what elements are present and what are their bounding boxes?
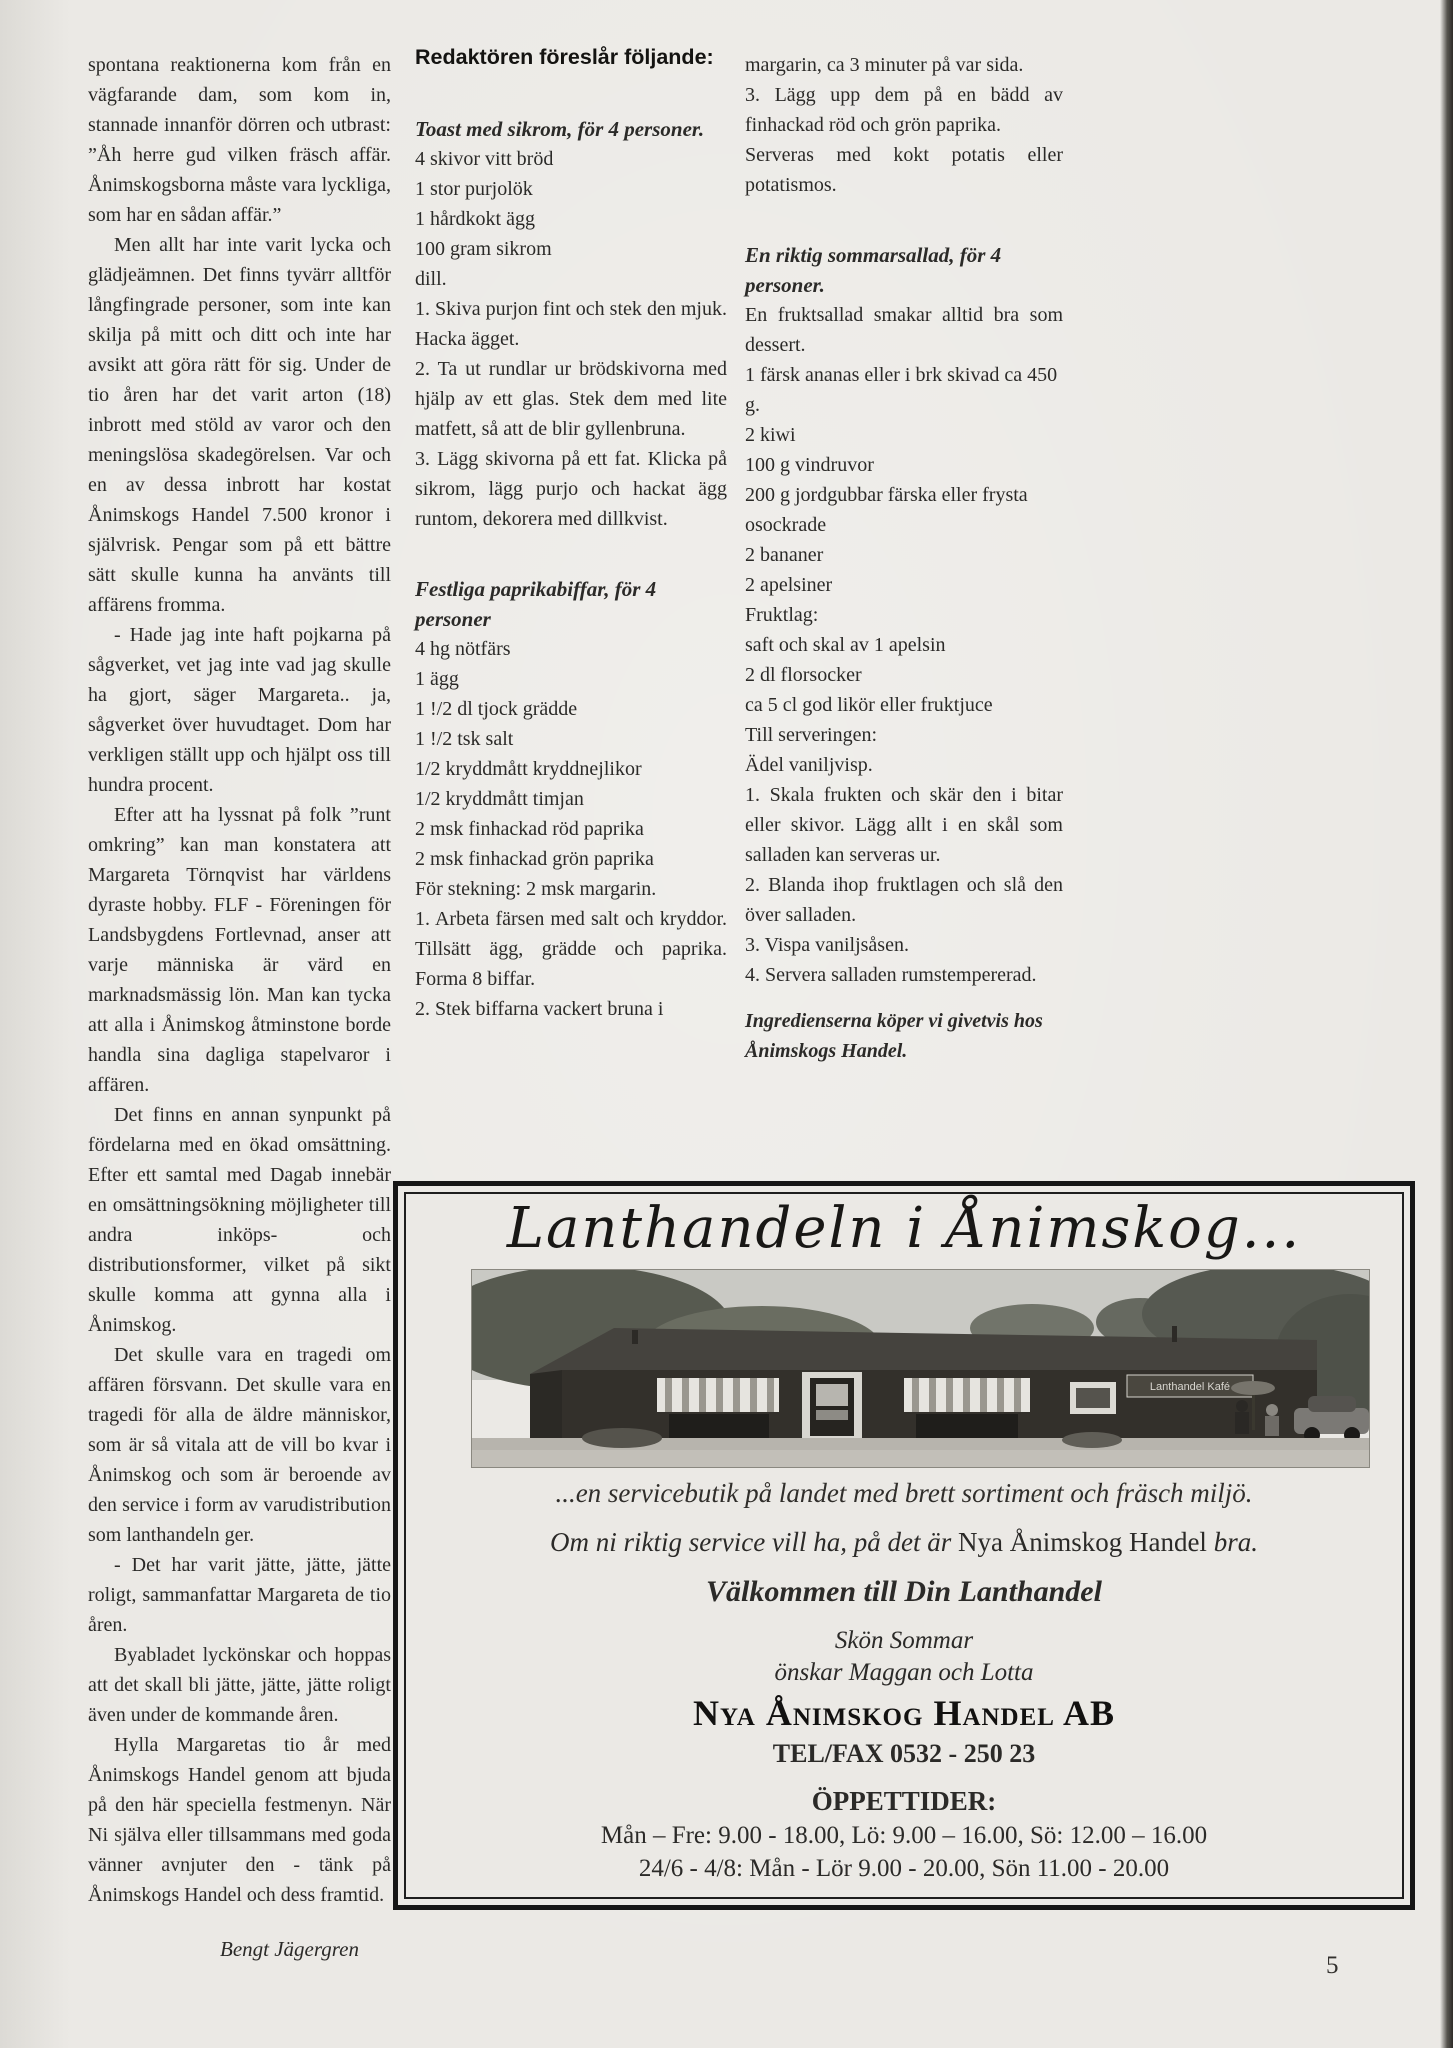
ingredient-line: 2 bananer	[745, 544, 824, 566]
scan-right-edge	[1440, 0, 1453, 2048]
advert-slogan	[550, 1526, 1258, 1559]
store-sign-text: Lanthandel Kafé	[1149, 1381, 1231, 1393]
advert-inner-frame	[404, 1192, 1404, 1899]
article-paragraph: Byabladet lyckönskar och hoppas att det skall bli jätte, jätte, jätte roligt även under de kommande åren.	[88, 1644, 391, 1726]
editor-heading: Redaktören föreslår följande:	[415, 45, 714, 69]
recipe-closing-note: Ingredienserna köper vi givetvis hos Ånimskogs Handel.	[745, 1010, 1043, 1062]
advert-welcome-line: Välkommen till Din Lanthandel	[706, 1575, 1102, 1608]
recipe-step: 3. Lägg upp dem på en bädd av finhackad röd och grön paprika.	[745, 84, 1063, 136]
photo-people	[1231, 1381, 1279, 1436]
ingredient-line: 1 stor purjolök	[415, 178, 533, 200]
slogan-store-name: Nya Ånimskog Handel	[957, 1527, 1207, 1557]
ingredient-line: 2 dl florsocker	[745, 664, 862, 686]
ingredient-line: 100 g vindruvor	[745, 454, 874, 476]
ingredient-line: 2 msk finhackad grön paprika	[415, 848, 654, 870]
ingredient-line: 2 msk finhackad röd paprika	[415, 818, 644, 840]
advert-title: Lanthandeln i Ånimskog...	[506, 1196, 1302, 1261]
ingredient-line: 1 färsk ananas eller i brk skivad ca 450 g.	[745, 364, 1058, 416]
article-paragraph: Det skulle vara en tragedi om affären försvann. Det skulle vara en tragedi för alla de äldre människor, som är så vitala att de vill bo kvar i Ånimskog och som är beroende av den service i form av varudistribution som lanthandeln ger.	[88, 1344, 391, 1546]
advert-hours-heading: ÖPPETTIDER:	[811, 1786, 997, 1816]
ingredient-line: 1 ägg	[415, 668, 459, 690]
photo-awning-left	[657, 1378, 779, 1440]
store-photo	[472, 1270, 1369, 1467]
recipe-step: Serveras med kokt potatis eller potatismos.	[745, 144, 1063, 196]
article-paragraph: - Hade jag inte haft pojkarna på sågverket, vet jag inte vad jag skulle ha gjort, säger Margareta.. ja, sågverket över huvudtaget. Dom har verkligen ställt upp och hjälpt oss till hundra procent.	[88, 624, 391, 796]
advert-greeting-signature: önskar Maggan och Lotta	[774, 1659, 1034, 1686]
article-paragraph: spontana reaktionerna kom från en vägfarande dam, som kom in, stannade innanför dörren och utbrast: ”Åh herre gud vilken fräsch affär. Ånimskogsborna måste vara lyckliga, som har en sådan affär.”	[88, 54, 391, 226]
recipe-step: 2. Stek biffarna vackert bruna i	[415, 998, 664, 1020]
advert-company-name: Nya Ånimskog Handel AB	[693, 1693, 1115, 1733]
ingredient-line: 1 !/2 dl tjock grädde	[415, 698, 578, 720]
recipe-step: 4. Servera salladen rumstempererad.	[745, 964, 1037, 986]
advert-greeting: Skön Sommar	[834, 1627, 974, 1654]
recipe-step: 1. Skiva purjon fint och stek den mjuk. Hacka ägget.	[415, 298, 727, 350]
recipe-step: margarin, ca 3 minuter på var sida.	[745, 54, 1024, 76]
advert-box	[393, 1181, 1415, 1910]
ingredient-line: För stekning: 2 msk margarin.	[415, 878, 657, 900]
photo-posterboard	[1070, 1382, 1116, 1414]
ingredient-line: 2 apelsiner	[745, 574, 833, 596]
ingredient-line: 1/2 kryddmått timjan	[415, 788, 584, 810]
article-paragraph: Men allt har inte varit lycka och glädjeämnen. Det finns tyvärr alltför långfingrade personer, som inte kan skilja på mitt och ditt och inte har avsikt att göra rätt för sig. Under de tio åren har det varit arton (18) inbrott med stöld av varor och den meningslösa skadegörelsen. Var och en av dessa inbrott har kostat Ånimskogs Handel 7.500 kronor i självrisk. Pengar som på ett bättre sätt skulle kunna ha använts till affärens fromma.	[88, 234, 391, 616]
ingredient-line: 2 kiwi	[745, 424, 796, 446]
scan-left-shadow	[0, 0, 70, 2048]
ingredient-line: 100 gram sikrom	[415, 238, 552, 260]
article-column	[88, 50, 391, 1985]
advert-hours-line: Mån – Fre: 9.00 - 18.00, Lö: 9.00 – 16.00, Sö: 12.00 – 16.00	[600, 1822, 1208, 1849]
advert-caption: ...en servicebutik på landet med brett sortiment och fräsch miljö.	[555, 1478, 1253, 1508]
recipe-title-toast: Toast med sikrom, för 4 personer.	[415, 117, 705, 141]
ingredient-line: Ädel vaniljvisp.	[745, 754, 873, 776]
slogan-prefix: Om ni riktig service vill ha, på det är	[550, 1527, 958, 1557]
recipe-step: 1. Skala frukten och skär den i bitar eller skivor. Lägg allt i en skål som salladen kan serveras ur.	[745, 784, 1063, 866]
recipe-title-paprikabiffar: Festliga paprikabiffar, för 4 personer	[415, 577, 657, 631]
recipe-step: 2. Blanda ihop fruktlagen och slå den över salladen.	[745, 874, 1063, 926]
author-signature: Bengt Jägergren	[220, 1937, 359, 1961]
slogan-suffix: bra.	[1206, 1527, 1258, 1557]
advert-telfax: TEL/FAX 0532 - 250 23	[772, 1739, 1036, 1768]
ingredient-line: Fruktlag:	[745, 604, 819, 626]
recipes-column-right	[745, 50, 1063, 1086]
ingredient-line: Till serveringen:	[745, 724, 878, 746]
article-paragraph: Efter att ha lyssnat på folk ”runt omkring” kan man konstatera att Margareta Törnqvist har världens dyraste hobby. FLF - Föreningen för Landsbygdens Fortlevnad, anser att varje människa är värd en marknadsmässig lön. Man kan tycka att alla i Ånimskog åtminstone borde handla sina dagliga stapelvaror i affären.	[88, 804, 391, 1096]
recipe-step: 1. Arbeta färsen med salt och kryddor. Tillsätt ägg, grädde och paprika. Forma 8 biffar.	[415, 908, 727, 990]
recipe-title-sommarsallad: En riktig sommarsallad, för 4 personer.	[745, 243, 1002, 297]
ingredient-line: 4 hg nötfärs	[415, 638, 511, 660]
page-number: 5	[1326, 1952, 1339, 1979]
recipe-step: 2. Ta ut rundlar ur brödskivorna med hjälp av ett glas. Stek dem med lite matfett, så att de blir gyllenbruna.	[415, 358, 727, 440]
ingredient-line: ca 5 cl god likör eller fruktjuce	[745, 694, 993, 716]
ingredient-line: 1/2 kryddmått kryddnejlikor	[415, 758, 642, 780]
recipe-step: 3. Vispa vaniljsåsen.	[745, 934, 909, 956]
article-paragraph: Det finns en annan synpunkt på fördelarna med en ökad omsättning. Efter ett samtal med Dagab innebär en omsättningsökning möjligheter till andra inköps- och distributionsformer, vilket på sikt skulle komma att gynna alla i Ånimskog.	[88, 1104, 391, 1336]
ingredient-line: dill.	[415, 268, 447, 290]
photo-awning-middle	[904, 1378, 1030, 1440]
advert-hours-line: 24/6 - 4/8: Mån - Lör 9.00 - 20.00, Sön 11.00 - 20.00	[638, 1855, 1170, 1882]
ingredient-line: 4 skivor vitt bröd	[415, 148, 554, 170]
ingredient-line: 1 hårdkokt ägg	[415, 208, 535, 230]
ingredient-line: 1 !/2 tsk salt	[415, 728, 514, 750]
article-paragraph: - Det har varit jätte, jätte, jätte roligt, sammanfattar Margareta de tio åren.	[88, 1554, 391, 1636]
photo-door	[802, 1372, 862, 1440]
article-paragraph: Hylla Margaretas tio år med Ånimskogs Handel genom att bjuda på den här speciella festmenyn. När Ni själva eller tillsammans med goda vänner avnjuter den - tänk på Ånimskogs Handel och dess framtid.	[88, 1734, 391, 1906]
ingredient-line: 200 g jordgubbar färska eller frysta osockrade	[745, 484, 1028, 536]
recipe-intro: En fruktsallad smakar alltid bra som dessert.	[745, 304, 1063, 356]
ingredient-line: saft och skal av 1 apelsin	[745, 634, 946, 656]
recipe-step: 3. Lägg skivorna på ett fat. Klicka på sikrom, lägg purjo och hackat ägg runtom, dekorera med dillkvist.	[415, 448, 727, 530]
recipes-column-left	[415, 44, 727, 1024]
